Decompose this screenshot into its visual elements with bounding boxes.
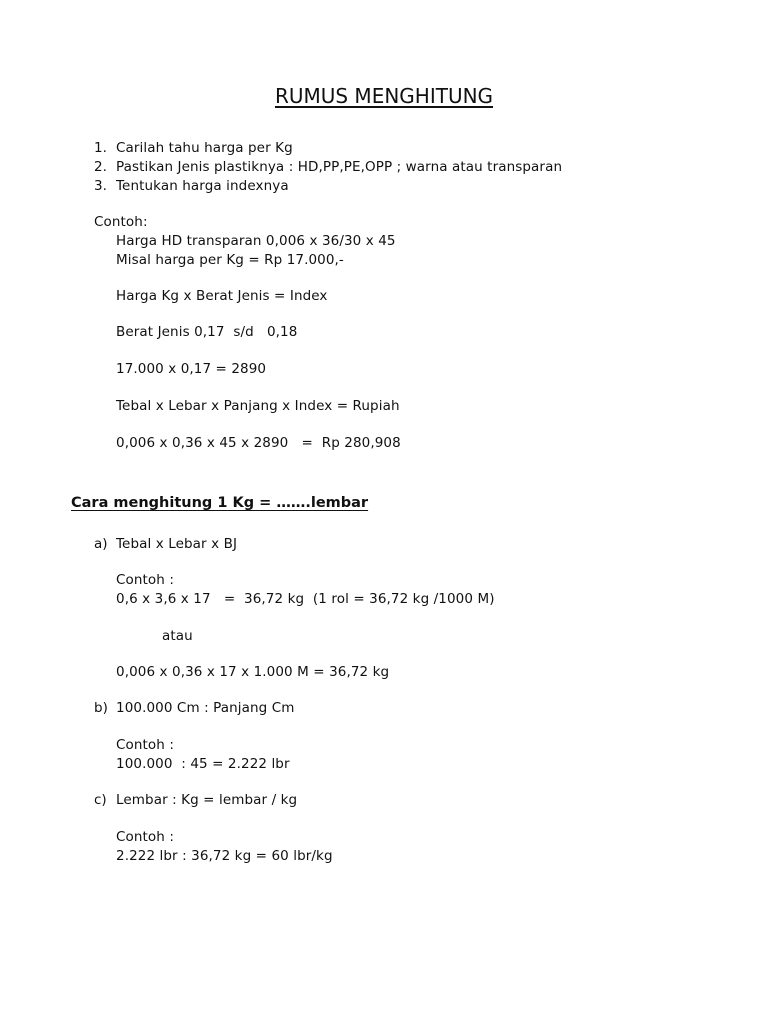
example-line: 0,006 x 0,36 x 45 x 2890 = Rp 280,908 [116,435,401,451]
method-marker: a) [94,536,108,552]
example-line: 17.000 x 0,17 = 2890 [116,361,267,377]
method-example-line: 2.222 lbr : 36,72 kg = 60 lbr/kg [116,848,333,864]
example-line: Misal harga per Kg = Rp 17.000,- [116,252,344,268]
step-marker: 1. [94,140,107,156]
example-line: Harga Kg x Berat Jenis = Index [116,288,328,304]
method-text: Tebal x Lebar x BJ [116,536,238,552]
example-line: Harga HD transparan 0,006 x 36/30 x 45 [116,233,396,249]
method-example-label: Contoh : [116,737,174,753]
step-marker: 3. [94,178,107,194]
method-text: 100.000 Cm : Panjang Cm [116,700,295,716]
method-marker: c) [94,792,107,808]
step-marker: 2. [94,159,107,175]
section-heading: Cara menghitung 1 Kg = …….lembar [71,495,369,511]
step-text: Carilah tahu harga per Kg [116,140,293,156]
method-example-line: 0,006 x 0,36 x 17 x 1.000 M = 36,72 kg [116,664,390,680]
document-title: RUMUS MENGHITUNG [274,84,494,108]
method-example-line: 100.000 : 45 = 2.222 lbr [116,756,290,772]
method-text: Lembar : Kg = lembar / kg [116,792,298,808]
method-marker: b) [94,700,108,716]
example-line: Berat Jenis 0,17 s/d 0,18 [116,324,298,340]
method-example-label: Contoh : [116,829,174,845]
step-text: Tentukan harga indexnya [116,178,289,194]
method-example-label: Contoh : [116,572,174,588]
method-example-line: 0,6 x 3,6 x 17 = 36,72 kg (1 rol = 36,72 kg /1000 M) [116,591,495,607]
example-label: Contoh: [94,214,148,230]
step-text: Pastikan Jenis plastiknya : HD,PP,PE,OPP ; warna atau transparan [116,159,563,175]
method-example-line: atau [162,628,193,644]
example-line: Tebal x Lebar x Panjang x Index = Rupiah [116,398,400,414]
